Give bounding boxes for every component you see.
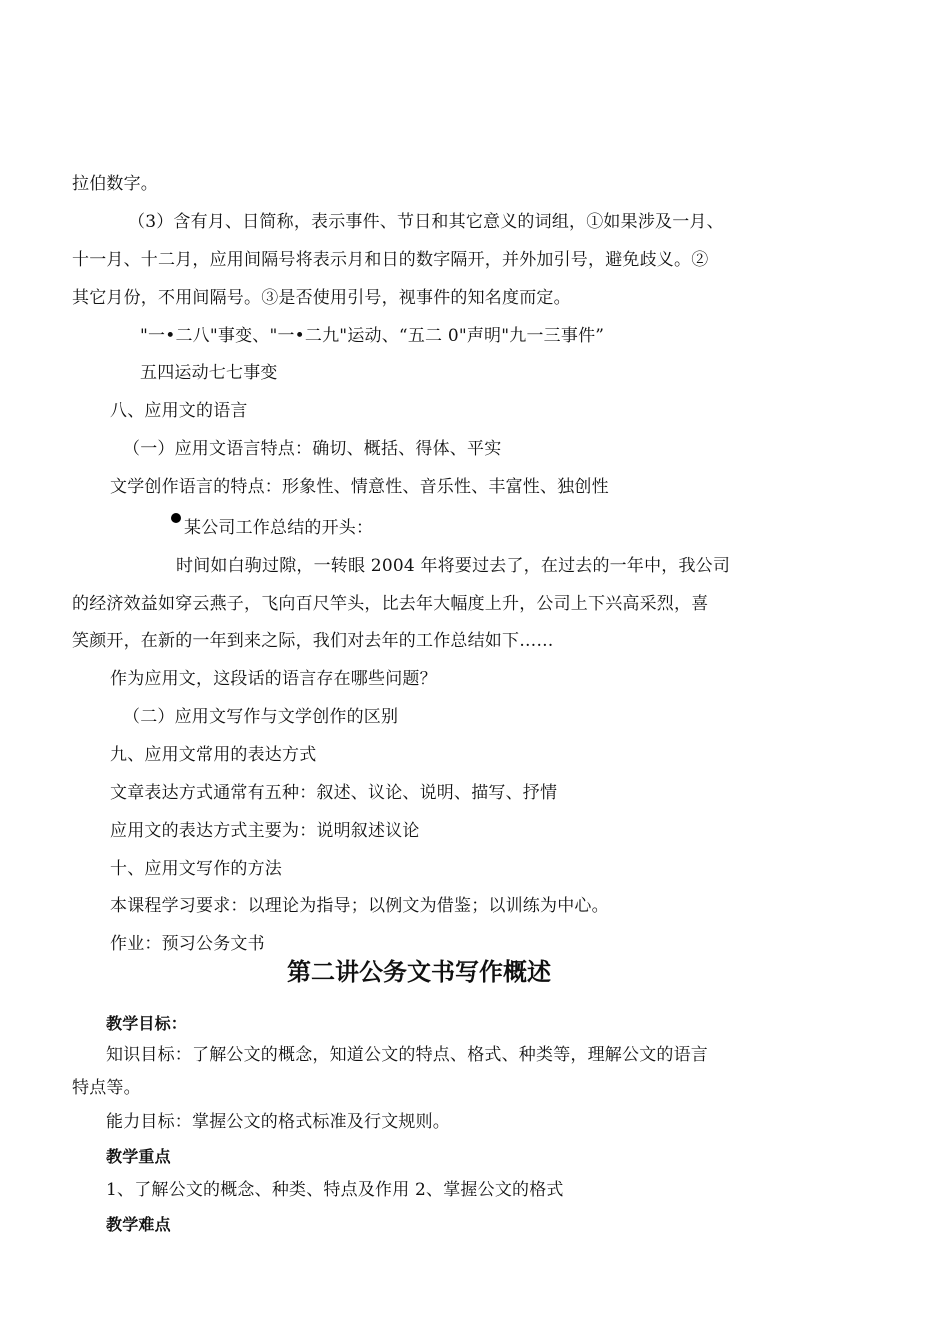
- paragraph-line: 十一月、十二月，应用间隔号将表示月和日的数字隔开，并外加引号，避免歧义。②: [72, 250, 709, 270]
- paragraph-line: 能力目标：掌握公文的格式标准及行文规则。: [106, 1112, 450, 1132]
- section-heading-9: 九、应用文常用的表达方式: [110, 745, 317, 765]
- section-heading-8: 八、应用文的语言: [110, 401, 248, 421]
- example-line: "一•二八"事变、"一•二九"运动、“五二 0"声明"九一三事件”: [140, 326, 605, 346]
- paragraph-line: 文章表达方式通常有五种：叙述、议论、说明、描写、抒情: [110, 783, 558, 803]
- paragraph-line: 特点等。: [72, 1078, 141, 1098]
- objectives-heading: 教学目标：: [106, 1014, 188, 1033]
- key-points-heading: 教学重点: [106, 1147, 171, 1166]
- subsection-heading: （一）应用文语言特点：确切、概括、得体、平实: [123, 439, 502, 459]
- example-paragraph-line: 的经济效益如穿云燕子，飞向百尺竿头，比去年大幅度上升，公司上下兴高采烈，喜: [72, 594, 709, 614]
- bullet-icon: [171, 513, 181, 523]
- example-line: 五四运动七七事变: [140, 363, 278, 383]
- paragraph-line: （3）含有月、日简称，表示事件、节日和其它意义的词组，①如果涉及一月、: [128, 212, 724, 232]
- paragraph-line: 知识目标：了解公文的概念，知道公文的特点、格式、种类等，理解公文的语言: [106, 1045, 708, 1065]
- example-heading: 某公司工作总结的开头：: [184, 518, 374, 538]
- paragraph-line: 文学创作语言的特点：形象性、情意性、音乐性、丰富性、独创性: [110, 477, 609, 497]
- section-heading-10: 十、应用文写作的方法: [110, 859, 282, 879]
- paragraph-line: 拉伯数字。: [72, 174, 158, 194]
- example-paragraph-line: 笑颜开，在新的一年到来之际，我们对去年的工作总结如下……: [72, 631, 554, 651]
- paragraph-line: 本课程学习要求：以理论为指导；以例文为借鉴；以训练为中心。: [110, 896, 609, 916]
- lecture-title: 第二讲公务文书写作概述: [287, 958, 551, 986]
- paragraph-line: 应用文的表达方式主要为：说明叙述议论: [110, 821, 420, 841]
- difficulties-heading: 教学难点: [106, 1215, 171, 1234]
- example-paragraph-line: 时间如白驹过隙，一转眼 2004 年将要过去了，在过去的一年中，我公司: [176, 556, 731, 576]
- question-line: 作为应用文，这段话的语言存在哪些问题？: [110, 669, 437, 689]
- paragraph-line: 1、了解公文的概念、种类、特点及作用 2、掌握公文的格式: [106, 1180, 564, 1200]
- subsection-heading: （二）应用文写作与文学创作的区别: [123, 707, 399, 727]
- homework-line: 作业：预习公务文书: [110, 934, 265, 954]
- paragraph-line: 其它月份，不用间隔号。③是否使用引号，视事件的知名度而定。: [72, 288, 571, 308]
